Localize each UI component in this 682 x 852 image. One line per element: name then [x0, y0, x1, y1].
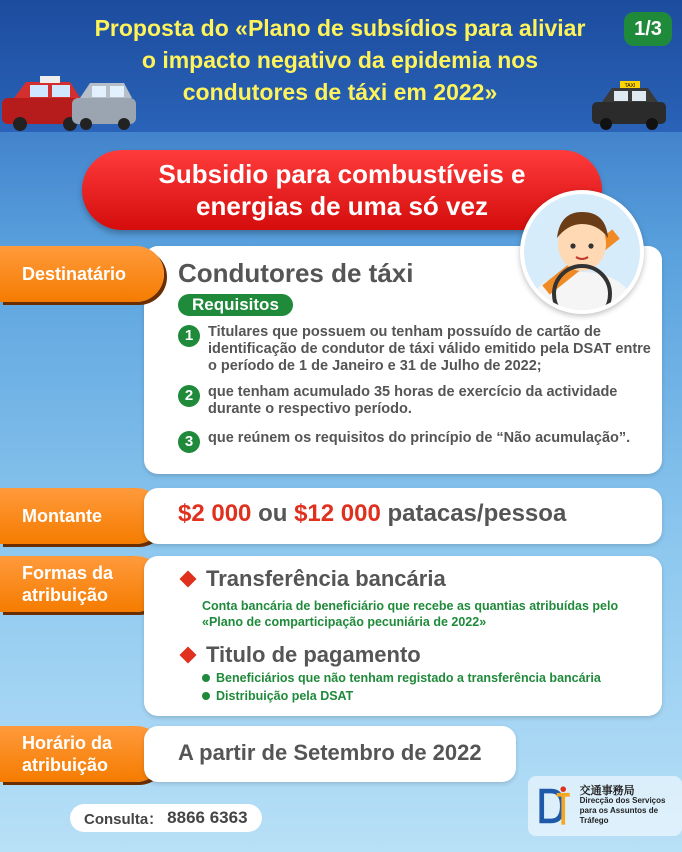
page-indicator-badge: 1/3 [624, 12, 672, 46]
title-line: o impacto negativo da epidemia nos [141, 47, 539, 73]
method-title: Titulo de pagamento [206, 642, 421, 667]
requirement-text: Titulares que possuem ou tenham possuído de cartão de identificação de condutor de táxi válido emitido pela DSAT entre o período de 1 de Janeiro e 31 de Julho de 2022; [208, 324, 651, 374]
method-title: Transferência bancária [206, 566, 446, 591]
tab-recipient: Destinatário [0, 246, 164, 302]
tab-label: Formas da atribuição [22, 563, 114, 605]
payment-methods-card [144, 556, 662, 716]
banner-line: energias de uma só vez [196, 191, 488, 221]
bullet-text: Beneficiários que não tenham registado a transferência bancária [216, 671, 601, 685]
taxi-black-illustration [590, 80, 670, 132]
title-line: Proposta do «Plano de subsídios para aliviar [94, 15, 586, 41]
method-payment-title [178, 642, 421, 668]
requirement-text: que tenham acumulado 35 horas de exercício da actividade durante o respectivo período. [208, 384, 618, 417]
bullet-item [202, 689, 353, 703]
consult-hotline [70, 804, 262, 832]
amount-value-high: $12 000 [294, 500, 381, 527]
number-1-icon: 1 [178, 325, 200, 347]
amount-connector: ou [258, 500, 288, 527]
number-3-icon: 3 [178, 431, 200, 453]
number-2-icon: 2 [178, 385, 200, 407]
requirement-item [178, 384, 658, 418]
requirement-text: que reúnem os requisitos do princípio de “Não acumulação”. [208, 430, 631, 446]
banner-line: Subsidio para combustíveis e [158, 159, 526, 189]
amount-value-low: $2 000 [178, 500, 252, 527]
page-title [40, 12, 640, 108]
subsidy-title-banner [82, 150, 602, 230]
recipient-title: Condutores de táxi [178, 258, 414, 288]
consult-phone-number[interactable]: 8866 6363 [167, 808, 248, 827]
org-name [580, 786, 682, 826]
dsat-logo [528, 776, 682, 836]
dot-bullet-icon [202, 692, 210, 700]
schedule-date: A partir de Setembro de 2022 [178, 740, 482, 765]
dot-bullet-icon [202, 674, 210, 682]
consult-label: Consulta： [84, 810, 164, 828]
requirements-label: Requisitos [178, 294, 293, 316]
driver-illustration-icon [524, 194, 640, 310]
amount-unit: patacas/pessoa [387, 500, 567, 527]
requirement-item [178, 430, 658, 453]
taxi-sign: TAXI [624, 83, 636, 89]
bullet-text: Distribuição pela DSAT [216, 689, 354, 703]
amount-card [144, 488, 662, 544]
bullet-item [202, 671, 601, 685]
org-name-pt: para os Assuntos de Tráfego [579, 806, 659, 825]
schedule-card [144, 726, 516, 782]
diamond-bullet-icon [180, 647, 197, 664]
diamond-bullet-icon [180, 571, 197, 588]
driver-avatar [520, 190, 644, 314]
requirement-item [178, 324, 658, 375]
method-bank-transfer [178, 566, 446, 592]
tab-schedule: Horário da atribuição [0, 726, 164, 782]
tab-payment-methods [0, 556, 164, 612]
amount-text [178, 500, 566, 528]
org-name-pt: Direcção dos Serviços [579, 796, 666, 805]
title-line: condutores de táxi em 2022» [182, 79, 498, 105]
org-name-zh: 交通事務局 [579, 785, 635, 797]
header [0, 0, 682, 132]
dsat-logo-icon [538, 784, 572, 828]
method-description: Conta bancária de beneficiário que recebe as quantias atribuídas pelo «Plano de comparticipação pecuniária de 2022» [202, 599, 619, 629]
tab-amount: Montante [0, 488, 164, 544]
